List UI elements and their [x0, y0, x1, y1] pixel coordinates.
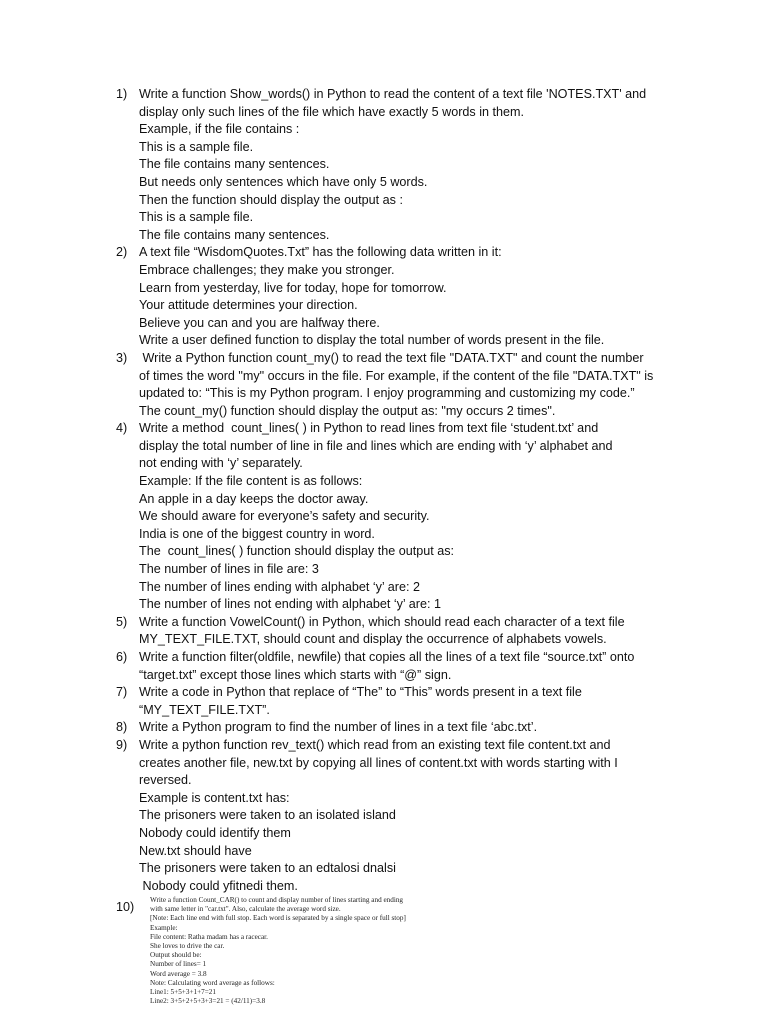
question-text-line: “target.txt” except those lines which starts with “@” sign. [139, 667, 452, 682]
question-text-line: The count_lines( ) function should display the output as: [139, 544, 455, 559]
question-item [0, 737, 768, 895]
question-text-line: Nobody could yfitnedi them. [139, 878, 298, 893]
question-text-line: This is a sample file. [139, 210, 254, 225]
question-number: 7) [116, 685, 128, 700]
question-text-line: Write a user defined function to display the total number of words present in the file. [139, 333, 605, 348]
question-text-line: The number of lines in file are: 3 [139, 562, 319, 577]
question-text-line: Write a function VowelCount() in Python, which should read each character of a text file [139, 614, 625, 629]
question-text-line: creates another file, new.txt by copying all lines of content.txt with words starting with I [139, 755, 618, 770]
question-number: 4) [116, 421, 128, 436]
question-text-line: Your attitude determines your direction. [139, 298, 358, 313]
question-item [0, 86, 768, 244]
question-text-line: Learn from yesterday, live for today, hope for tomorrow. [139, 280, 447, 295]
question-text-line: MY_TEXT_FILE.TXT, should count and display the occurrence of alphabets vowels. [139, 632, 607, 647]
question-number: 5) [116, 614, 128, 629]
question-text-line: Example: If the file content is as follows: [139, 474, 363, 489]
question-10-text-line: Line2: 3+5+2+5+3+3=21 = (42/11)=3.8 [150, 997, 266, 1006]
question-text-line: Nobody could identify them [139, 825, 291, 840]
question-text-line: Believe you can and you are halfway there. [139, 315, 380, 330]
question-10-scanned-text [150, 896, 490, 1006]
question-text-line: Write a Python program to find the number of lines in a text file ‘abc.txt’. [139, 720, 538, 735]
question-text-line: We should aware for everyone’s safety and security. [139, 509, 430, 524]
question-10-text-line: with same letter in "car.txt". Also, calculate the average word size. [150, 905, 341, 914]
question-10-text-line: [Note: Each line end with full stop. Each word is separated by a single space or full stop] [150, 914, 406, 923]
question-number: 6) [116, 650, 128, 664]
question-text-line: Write a function Show_words() in Python to read the content of a text file 'NOTES.TXT' and [139, 87, 647, 101]
question-item [0, 244, 768, 350]
question-number: 9) [116, 737, 128, 752]
question-number: 8) [116, 720, 128, 735]
question-item [0, 719, 768, 737]
question-text-line: The count_my() function should display the output as: "my occurs 2 times". [139, 403, 556, 418]
question-10-text-line: Number of lines= 1 [150, 960, 207, 969]
question-text-line: A text file “WisdomQuotes.Txt” has the following data written in it: [139, 245, 502, 260]
question-text-line: Write a Python function count_my() to read the text file "DATA.TXT" and count the number [139, 350, 644, 365]
question-text-line: An apple in a day keeps the doctor away. [139, 491, 369, 506]
question-text-line: The file contains many sentences. [139, 227, 330, 242]
question-text-line: Write a function filter(oldfile, newfile) that copies all the lines of a text file “source.txt” onto [139, 650, 635, 664]
question-10-text-line: Line1: 5+5+3+1+7=21 [150, 988, 216, 997]
question-text-line: display the total number of line in file and lines which are ending with ‘y’ alphabet and [139, 438, 613, 453]
question-item [0, 684, 768, 719]
question-10-text-line: File content: Ratha madam has a racecar. [150, 932, 268, 941]
question-text-line: updated to: “This is my Python program. I enjoy programming and customizing my code.” [139, 386, 635, 401]
question-10-text-line: Word average = 3.8 [150, 969, 207, 978]
question-number: 3) [116, 350, 128, 365]
question-text-line: “MY_TEXT_FILE.TXT”. [139, 702, 270, 717]
question-10-text-line: Write a function Count_CAR() to count and display number of lines starting and ending [150, 896, 404, 904]
question-text-line: display only such lines of the file which have exactly 5 words in them. [139, 104, 525, 119]
question-10-text-line: Output should be: [150, 951, 202, 960]
question-text-line: The number of lines not ending with alphabet ‘y’ are: 1 [139, 597, 441, 612]
question-item [0, 420, 768, 614]
question-text-line: This is a sample file. [139, 139, 254, 154]
question-text-line: Example, if the file contains : [139, 122, 300, 137]
question-text-line: of times the word "my" occurs in the file. For example, if the content of the file "DATA.TXT" is [139, 368, 654, 383]
question-10-text-line: Example: [150, 923, 178, 932]
question-text-line: The number of lines ending with alphabet ‘y’ are: 2 [139, 579, 420, 594]
question-text-line: reversed. [139, 773, 192, 788]
question-text-line: India is one of the biggest country in word. [139, 526, 375, 541]
question-number: 1) [116, 87, 128, 101]
question-text-line: Embrace challenges; they make you stronger. [139, 262, 395, 277]
question-text-line: But needs only sentences which have only 5 words. [139, 174, 428, 189]
question-item [0, 649, 768, 684]
question-text-line: The prisoners were taken to an edtalosi dnalsi [139, 861, 396, 876]
question-text-line: Write a method count_lines( ) in Python to read lines from text file ‘student.txt’ and [139, 421, 599, 436]
question-text-line: The file contains many sentences. [139, 157, 330, 172]
question-10-text-line: She loves to drive the car. [150, 942, 225, 951]
question-text-line: not ending with ‘y’ separately. [139, 456, 303, 471]
question-number: 10) [116, 900, 135, 914]
question-text-line: Write a code in Python that replace of “The” to “This” words present in a text file [139, 685, 582, 700]
question-item [0, 614, 768, 649]
question-text-line: Then the function should display the output as : [139, 192, 403, 207]
question-text-line: New.txt should have [139, 843, 252, 858]
question-10-text-line: Note: Calculating word average as follows: [150, 978, 275, 987]
question-text-line: Write a python function rev_text() which read from an existing text file content.txt and [139, 737, 611, 752]
question-item [0, 350, 768, 420]
question-list [0, 86, 768, 895]
question-text-line: Example is content.txt has: [139, 790, 290, 805]
question-number: 2) [116, 245, 128, 260]
question-text-line: The prisoners were taken to an isolated island [139, 808, 396, 823]
